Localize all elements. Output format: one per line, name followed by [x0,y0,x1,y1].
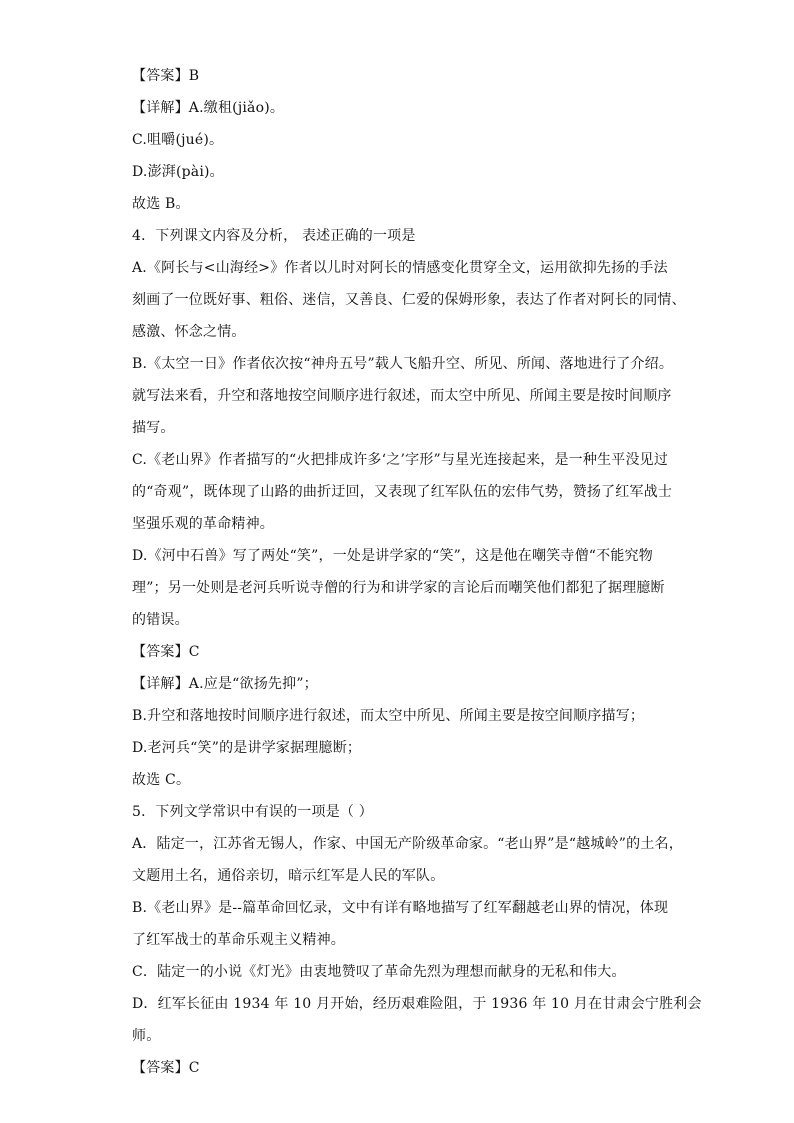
question-4-option-b: 就写法来看，升空和落地按空间顺序进行叙述，而太空中所见、所闻主要是按时间顺序 [132,388,672,404]
question-4-option-d: 的错误。 [132,612,189,628]
question-5-option-b: B.《老山界》是--篇革命回忆录，文中有详有略地描写了红军翻越老山界的情况，体现 [132,900,669,916]
conclusion-line: 故选 B。 [132,196,190,212]
question-4-option-c: C.《老山界》作者描写的“火把排成许多‘之’字形”与星光连接起来，是一种生平没见过 [132,452,669,468]
explanation-line: 【详解】A.缴租(jiǎo)。 [132,100,285,116]
question-4-option-d: 理”；另一处则是老河兵听说寺僧的行为和讲学家的言论后而嘲笑他们都犯了据理臆断 [132,580,665,596]
question-4-option-b: 描写。 [132,420,175,436]
explanation-line: 【详解】A.应是“欲扬先抑”； [132,676,318,692]
question-4-option-c: 的“奇观”，既体现了山路的曲折迂回，又表现了红军队伍的宏伟气势，赞扬了红军战士 [132,484,673,500]
question-4-stem: 4．下列课文内容及分析， 表述正确的一项是 [132,228,416,244]
explanation-line: D.澎湃(pài)。 [132,164,224,180]
question-5-stem: 5．下列文学常识中有误的一项是（ ） [132,804,373,820]
question-4-option-a: 刻画了一位既好事、粗俗、迷信，又善良、仁爱的保姆形象，表达了作者对阿长的同情、 [132,292,686,308]
answer-label: 【答案】C [132,644,200,660]
question-4-option-a: A.《阿长与<山海经>》作者以儿时对阿长的情感变化贯穿全文，运用欲抑先扬的手法 [132,260,668,276]
answer-label: 【答案】C [132,1060,200,1076]
answer-label: 【答案】B [132,68,200,84]
question-4-option-c: 坚强乐观的革命精神。 [132,516,274,532]
question-4-option-d: D.《河中石兽》写了两处“笑”，一处是讲学家的“笑”，这是他在嘲笑寺僧“不能究物 [132,548,653,564]
question-5-option-d: D．红军长征由 1934 年 10 月开始，经历艰难险阻，于 1936 年 10 月在甘肃会宁胜利会 [132,996,702,1012]
conclusion-line: 故选 C。 [132,772,191,788]
question-5-option-d: 师。 [132,1028,161,1044]
explanation-line: C.咀嚼(jué)。 [132,132,224,148]
explanation-line: D.老河兵“笑”的是讲学家据理臆断； [132,740,362,756]
explanation-line: B.升空和落地按时间顺序进行叙述，而太空中所见、所闻主要是按空间顺序描写； [132,708,645,724]
question-5-option-a: A．陆定一，江苏省无锡人，作家、中国无产阶级革命家。“老山界”是“越城岭”的土名， [132,836,683,852]
question-4-option-b: B.《太空一日》作者依次按“神舟五号”载人飞船升空、所见、所闻、落地进行了介绍。 [132,356,674,372]
question-5-option-b: 了红军战士的革命乐观主义精神。 [132,932,345,948]
question-4-option-a: 感激、怀念之情。 [132,324,246,340]
question-5-option-a: 文题用土名，通俗亲切，暗示红军是人民的军队。 [132,868,445,884]
question-5-option-c: C．陆定一的小说《灯光》由衷地赞叹了革命先烈为理想而献身的无私和伟大。 [132,964,626,980]
